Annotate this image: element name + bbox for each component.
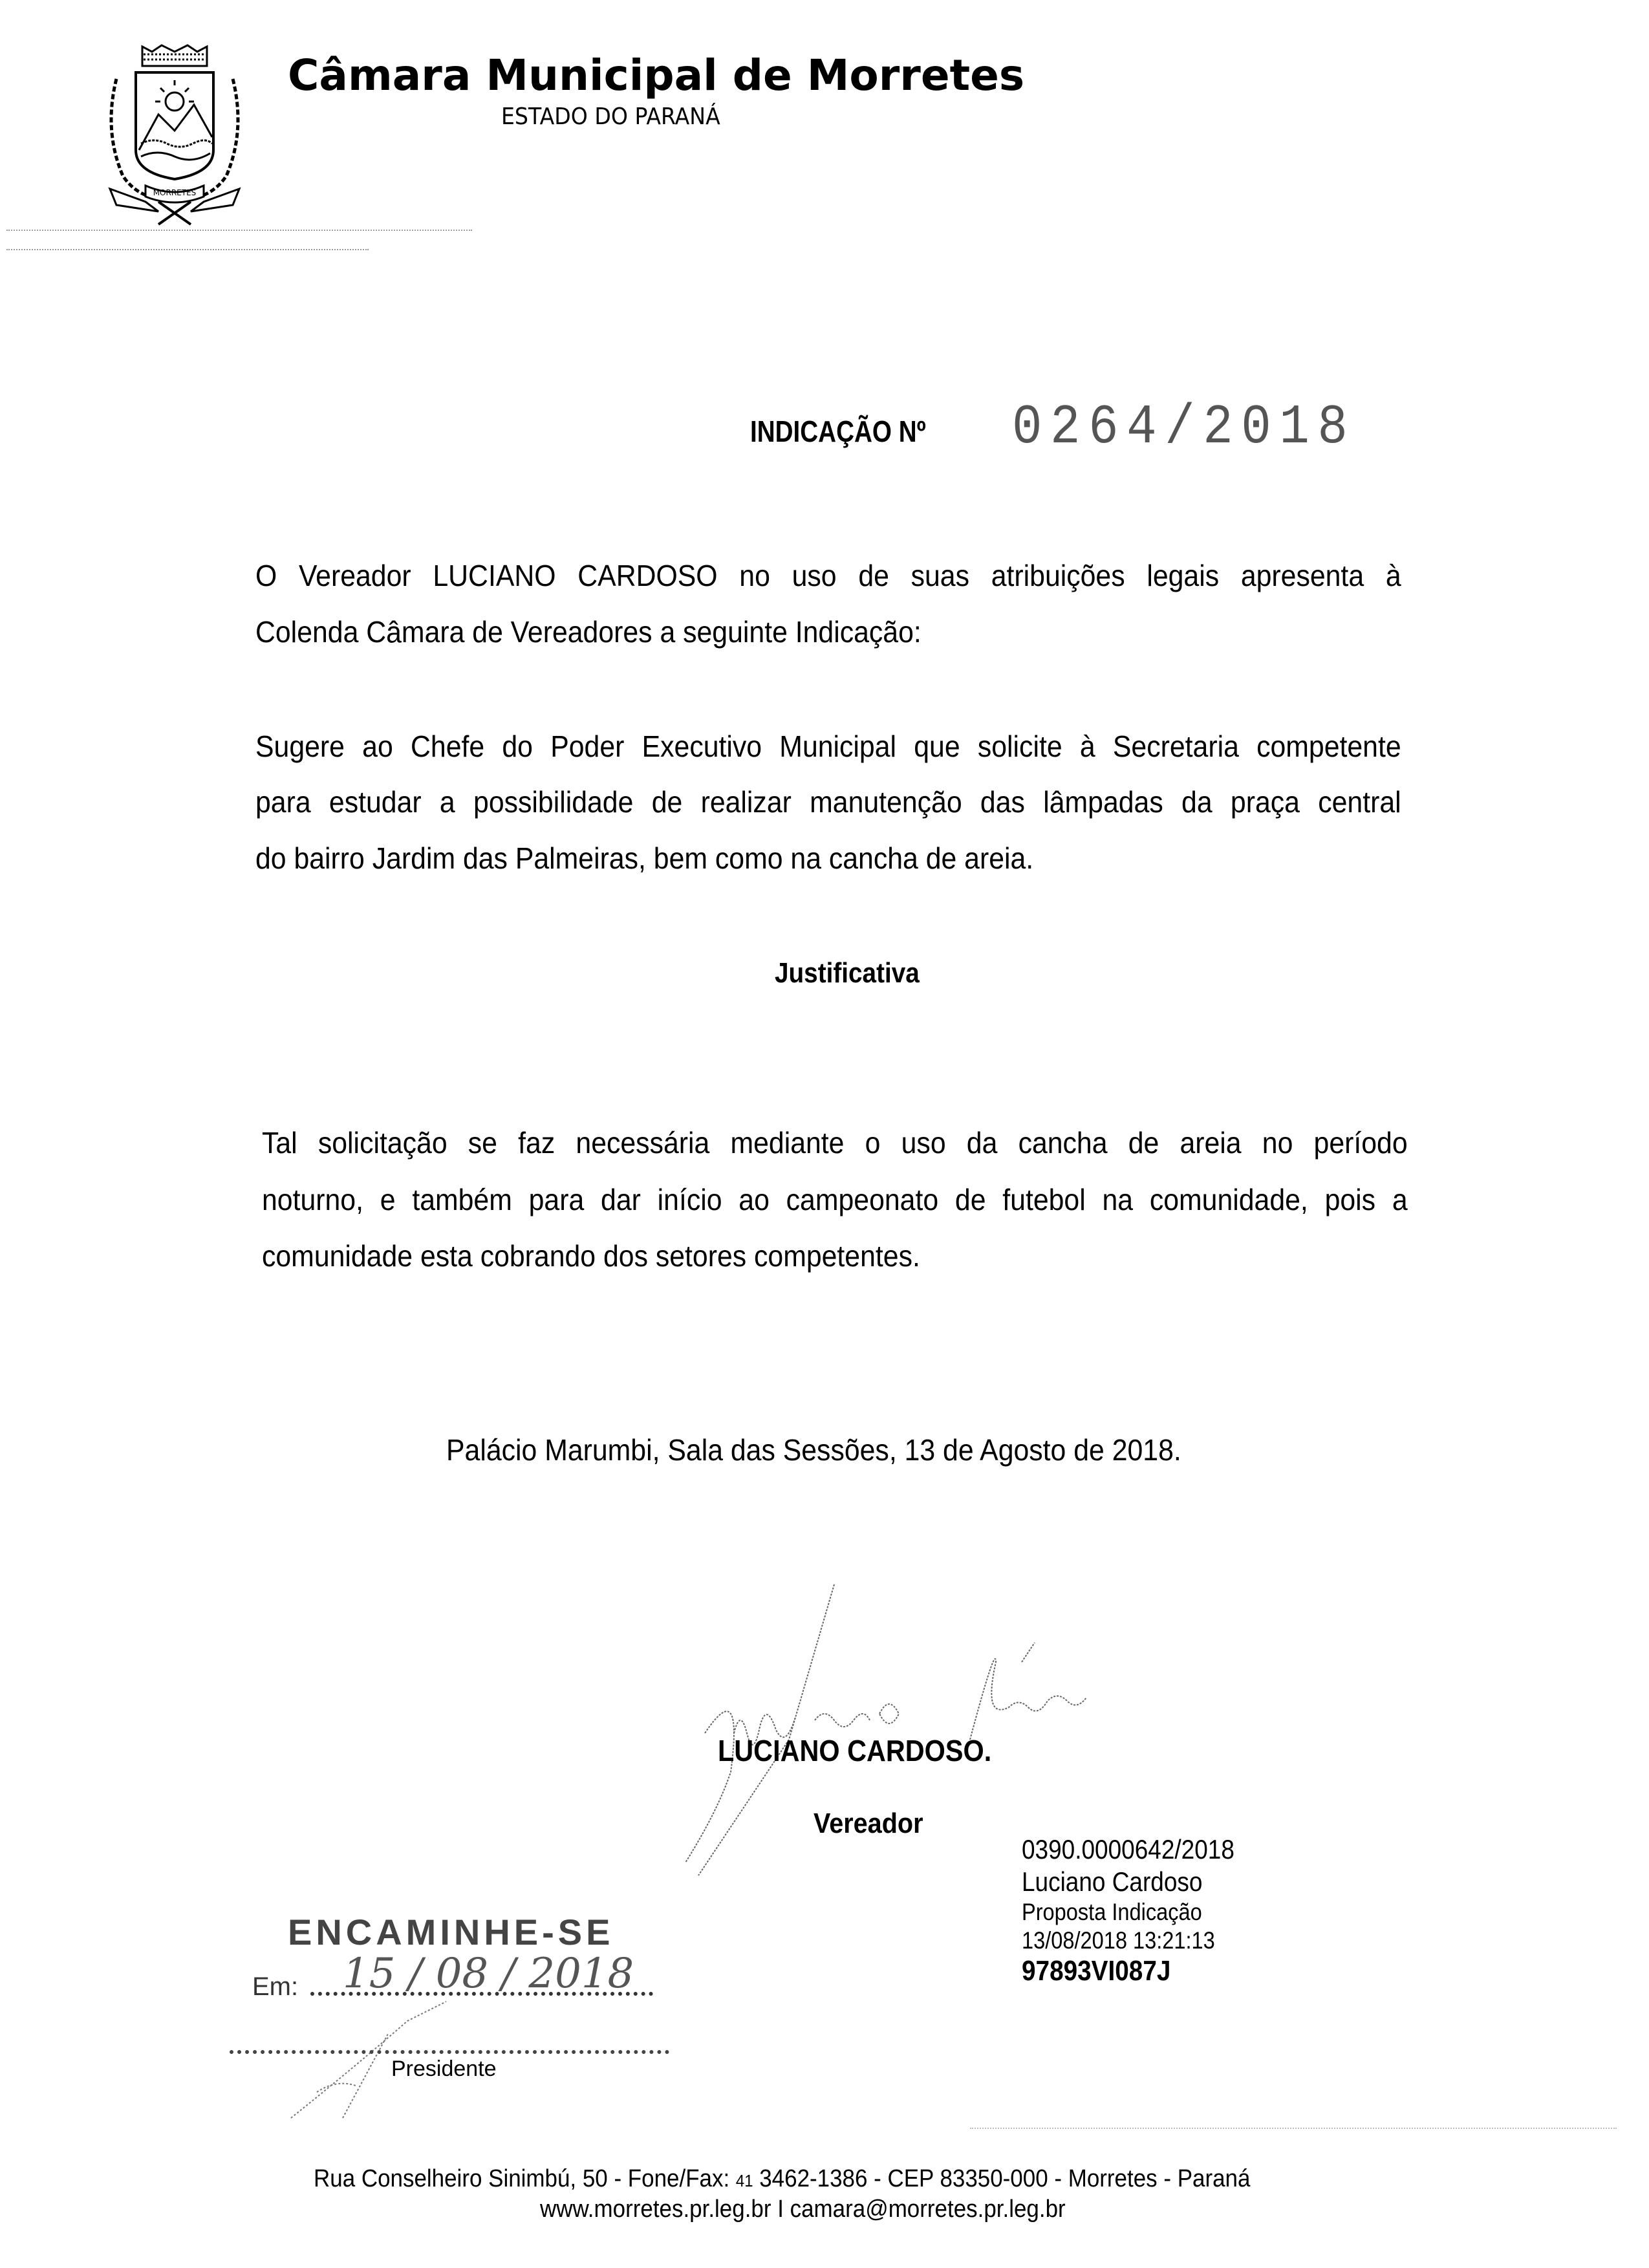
president-label: Presidente [391,2057,497,2081]
justification-line: comunidade esta cobrando dos setores competentes. [262,1239,920,1273]
institution-subtitle: ESTADO DO PARANÁ [501,103,720,130]
justification-line: noturno, e também para dar início ao campeonato de futebol na comunidade, pois a [262,1183,1408,1216]
forward-date-value: 15 / 08 / 2018 [343,1950,634,1998]
coat-of-arms-logo [97,40,252,228]
institution-title: Câmara Municipal de Morretes [288,50,1025,100]
footer-address-part: Rua Conselheiro Sinimbú, 50 - Fone/Fax: [314,2165,736,2192]
indicacao-number-stamp: 0264/2018 [1012,396,1356,459]
protocol-author: Luciano Cardoso [1022,1866,1203,1897]
header-divider [6,249,369,250]
protocol-code: 97893VI087J [1022,1955,1171,1987]
protocol-number: 0390.0000642/2018 [1022,1834,1234,1864]
protocol-stamp [1022,1833,1234,1987]
indicacao-label: INDICAÇÃO Nº [750,415,926,448]
justification-line: Tal solicitação se faz necessária mediante o uso da cancha de areia no período [262,1126,1408,1160]
footer-divider [970,2128,1617,2129]
protocol-type: Proposta Indicação [1022,1899,1202,1925]
request-line: Sugere ao Chefe do Poder Executivo Municipal que solicite à Secretaria competente [255,729,1401,763]
footer-address [314,2165,1250,2193]
protocol-datetime: 13/08/2018 13:21:13 [1022,1927,1215,1954]
signer-role: Vereador [814,1808,923,1839]
intro-line: Colenda Câmara de Vereadores a seguinte Indicação: [255,615,921,649]
forward-date-label: Em: [252,1972,299,2001]
request-line: do bairro Jardim das Palmeiras, bem como na cancha de areia. [255,841,1034,875]
intro-line: O Vereador LUCIANO CARDOSO no uso de suas atribuições legais apresenta à [255,559,1401,592]
president-signature-line [230,2050,669,2054]
request-line: para estudar a possibilidade de realizar manutenção das lâmpadas da praça central [255,785,1401,819]
footer-contacts: www.morretes.pr.leg.br I camara@morretes.pr.leg.br [540,2196,1066,2223]
header-divider [6,230,472,231]
forward-stamp-title: ENCAMINHE-SE [288,1912,614,1952]
signer-name: LUCIANO CARDOSO. [718,1734,992,1767]
footer-area-code: 41 [735,2171,753,2190]
footer-address-part: 3462-1386 - CEP 83350-000 - Morretes - Paraná [753,2165,1251,2192]
place-date: Palácio Marumbi, Sala das Sessões, 13 de Agosto de 2018. [446,1433,1181,1467]
justification-heading: Justificativa [775,957,920,989]
logo-text: MORRETES [153,188,197,197]
